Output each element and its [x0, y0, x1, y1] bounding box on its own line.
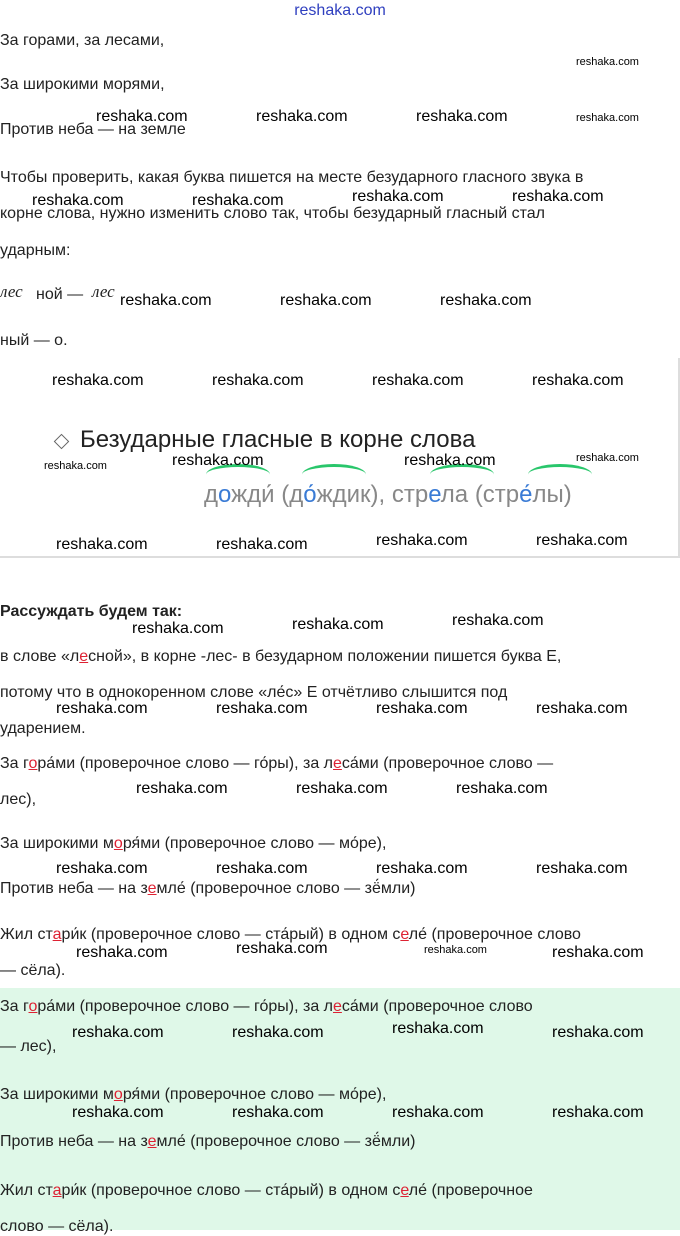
explain-line-5: ный — о. — [0, 332, 68, 349]
reason-line-5: лес), — [0, 791, 37, 808]
answer-line-2: — лес), — [0, 1038, 57, 1055]
watermark: reshaka.com — [536, 700, 628, 717]
watermark: reshaka.com — [392, 1104, 484, 1121]
watermark: reshaka.com — [216, 536, 308, 553]
rule-example: дожди́ (до́ждик), стрела (стре́лы) — [204, 481, 572, 508]
watermark: reshaka.com — [56, 536, 148, 553]
watermark: reshaka.com — [440, 292, 532, 309]
watermark: reshaka.com — [232, 1024, 324, 1041]
watermark: reshaka.com — [576, 56, 639, 68]
watermark: reshaka.com — [76, 944, 168, 961]
poem-line-3: Против неба — на земле — [0, 121, 186, 138]
reason-line-3: ударением. — [0, 720, 86, 737]
site-header-link[interactable]: reshaka.com — [294, 2, 386, 19]
watermark: reshaka.com — [404, 452, 496, 469]
reason-line-7: Против неба — на земле́ (проверочное слово — зё́мли) — [0, 880, 416, 897]
watermark: reshaka.com — [292, 616, 384, 633]
watermark: reshaka.com — [576, 452, 639, 464]
reason-line-8: Жил стари́к (проверочное слово — ста́рый) в одном селе́ (проверочное слово — [0, 926, 581, 943]
watermark: reshaka.com — [172, 452, 264, 469]
watermark: reshaka.com — [296, 780, 388, 797]
watermark: reshaka.com — [72, 1104, 164, 1121]
watermark: reshaka.com — [424, 944, 487, 956]
watermark: reshaka.com — [552, 1024, 644, 1041]
watermark: reshaka.com — [512, 188, 604, 205]
watermark: reshaka.com — [456, 780, 548, 797]
watermark: reshaka.com — [552, 944, 644, 961]
watermark: reshaka.com — [32, 192, 124, 209]
watermark: reshaka.com — [232, 1104, 324, 1121]
watermark: reshaka.com — [216, 700, 308, 717]
watermark: reshaka.com — [376, 700, 468, 717]
watermark: reshaka.com — [452, 612, 544, 629]
watermark: reshaka.com — [376, 532, 468, 549]
answer-line-1: За гора́ми (проверочное слово — го́ры), за леса́ми (проверочное слово — [0, 998, 533, 1015]
watermark: reshaka.com — [56, 860, 148, 877]
explain-line-3: ударным: — [0, 242, 71, 259]
watermark: reshaka.com — [352, 188, 444, 205]
root-mark-1: лес — [0, 282, 23, 301]
rule-title: Безударные гласные в корне слова — [80, 426, 476, 453]
reason-line-2: потому что в однокоренном слове «ле́с» Е отчётливо слышится под — [0, 684, 508, 701]
watermark: reshaka.com — [192, 192, 284, 209]
root-mark-2: лес — [92, 282, 115, 301]
watermark: reshaka.com — [72, 1024, 164, 1041]
watermark: reshaka.com — [96, 108, 188, 125]
watermark: reshaka.com — [212, 372, 304, 389]
poem-line-2: За широкими морями, — [0, 76, 165, 93]
watermark: reshaka.com — [236, 940, 328, 957]
watermark: reshaka.com — [552, 1104, 644, 1121]
reason-line-1: в слове «лесной», в корне -лес- в безударном положении пишется буква Е, — [0, 648, 562, 665]
watermark: reshaka.com — [532, 372, 624, 389]
watermark: reshaka.com — [132, 620, 224, 637]
poem-line-1: За горами, за лесами, — [0, 32, 165, 49]
reason-line-4: За гора́ми (проверочное слово — го́ры), за леса́ми (проверочное слово — — [0, 755, 554, 772]
answer-line-5: Жил стари́к (проверочное слово — ста́рый) в одном селе́ (проверочное — [0, 1182, 533, 1199]
watermark: reshaka.com — [120, 292, 212, 309]
reason-heading: Рассуждать будем так: — [0, 603, 183, 620]
answer-line-3: За широкими моря́ми (проверочное слово — мо́ре), — [0, 1086, 387, 1103]
watermark: reshaka.com — [280, 292, 372, 309]
explain-line-2: корне слова, нужно изменить слово так, чтобы безударный гласный стал — [0, 205, 545, 222]
explain-line-1: Чтобы проверить, какая буква пишется на месте безударного гласного звука в — [0, 169, 584, 186]
answer-line-4: Против неба — на земле́ (проверочное слово — зё́мли) — [0, 1133, 416, 1150]
watermark: reshaka.com — [256, 108, 348, 125]
watermark: reshaka.com — [392, 1020, 484, 1037]
reason-line-6: За широкими моря́ми (проверочное слово — мо́ре), — [0, 835, 387, 852]
watermark: reshaka.com — [56, 700, 148, 717]
watermark: reshaka.com — [44, 460, 107, 472]
watermark: reshaka.com — [52, 372, 144, 389]
watermark: reshaka.com — [376, 860, 468, 877]
watermark: reshaka.com — [136, 780, 228, 797]
watermark: reshaka.com — [372, 372, 464, 389]
watermark: reshaka.com — [576, 112, 639, 124]
watermark: reshaka.com — [536, 860, 628, 877]
ending-1: ной — — [36, 286, 84, 303]
watermark: reshaka.com — [536, 532, 628, 549]
watermark: reshaka.com — [216, 860, 308, 877]
watermark: reshaka.com — [416, 108, 508, 125]
answer-line-6: слово — сёла). — [0, 1218, 114, 1235]
reason-line-9: — сёла). — [0, 962, 66, 979]
